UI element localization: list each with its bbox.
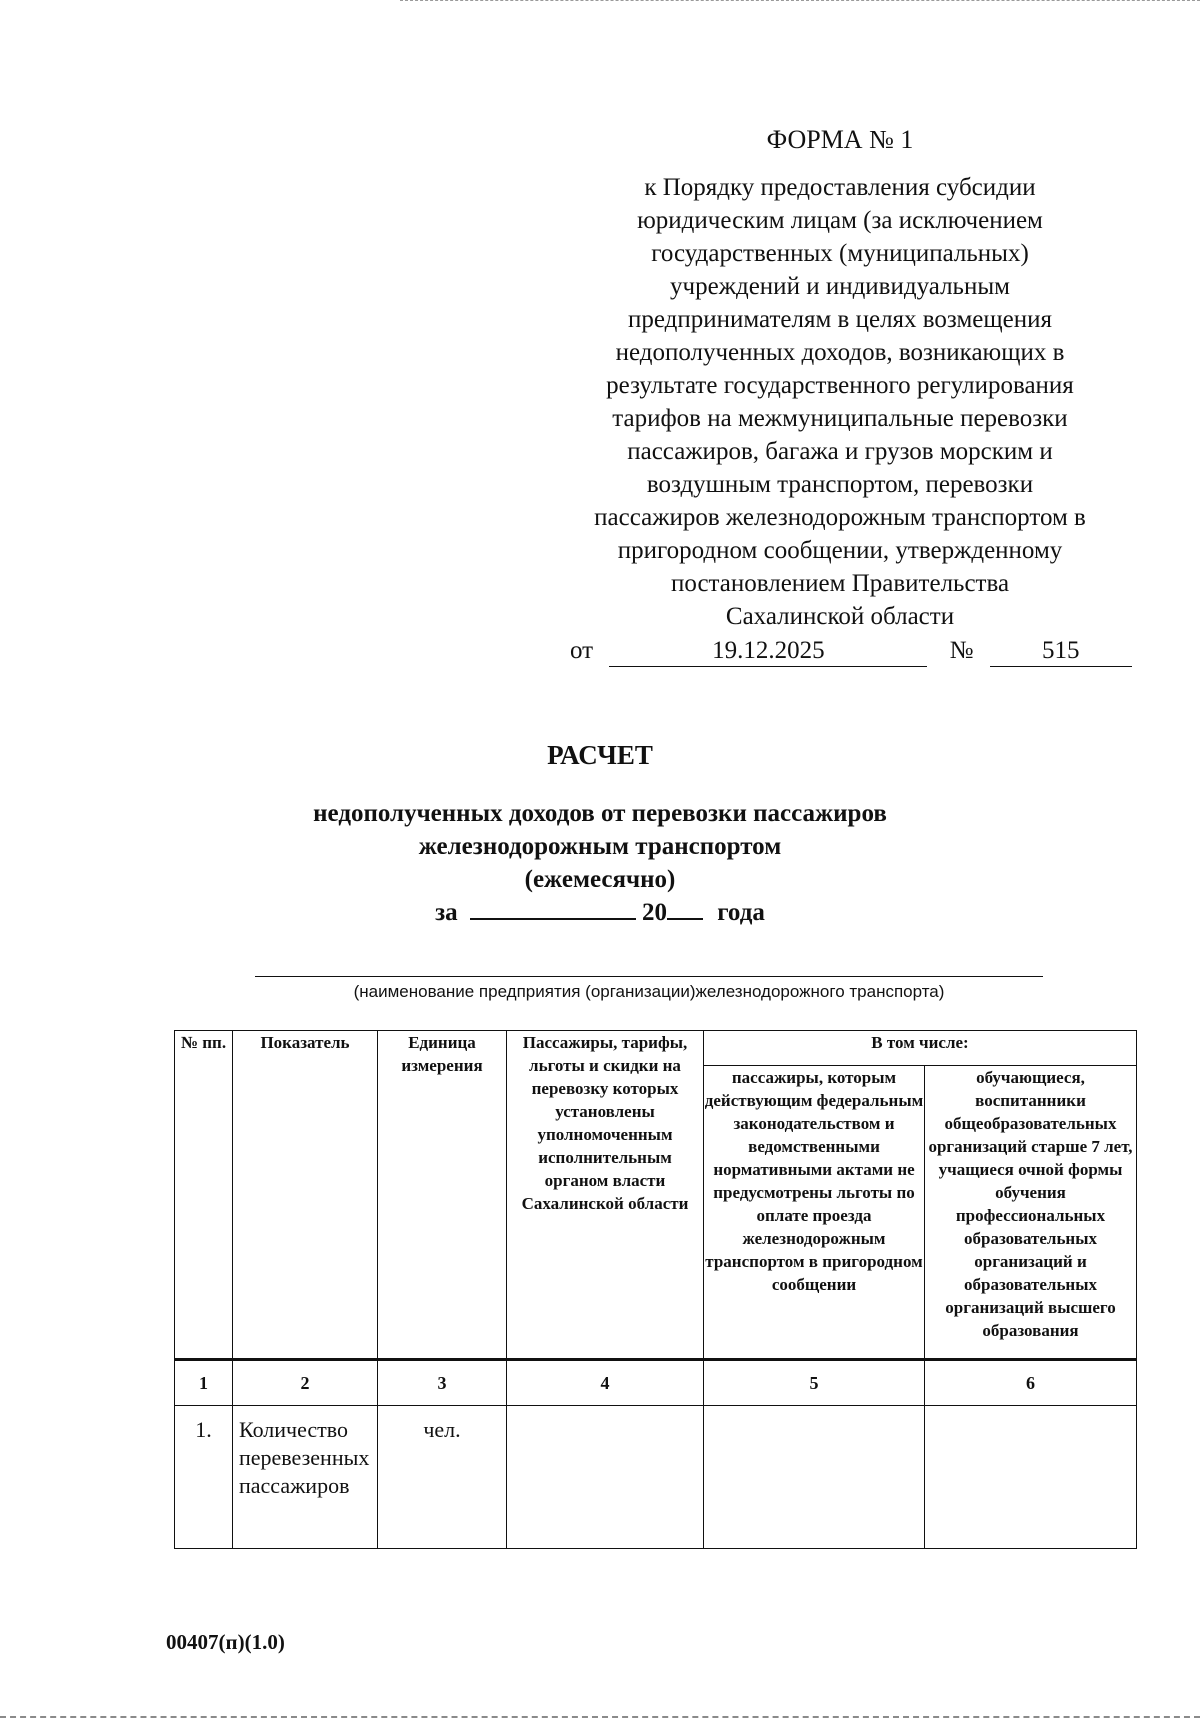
period-row: [150, 896, 1050, 929]
period-prefix: за: [435, 899, 458, 926]
organization-caption: (наименование предприятия (организации)железнодорожного транспорта): [353, 982, 945, 1001]
period-suffix: года: [717, 899, 765, 926]
approval-line: юридическим лицам (за исключением: [637, 207, 1043, 234]
header-unit: Единица измерения: [378, 1031, 507, 1360]
column-number: 2: [233, 1360, 378, 1406]
row-value-students[interactable]: [925, 1406, 1137, 1549]
approval-line: результате государственного регулирования: [606, 372, 1074, 399]
period-month-blank: [470, 896, 636, 920]
column-number-row: [175, 1360, 1137, 1406]
row-unit: чел.: [378, 1406, 507, 1549]
form-number: ФОРМА № 1: [766, 125, 914, 154]
row-indicator: Количество перевезенных пассажиров: [233, 1406, 378, 1549]
calculation-table: [174, 1030, 1137, 1549]
column-number: 4: [507, 1360, 704, 1406]
approval-line: государственных (муниципальных): [651, 240, 1029, 267]
header-passengers-total: Пассажиры, тарифы, льготы и скидки на перевозку которых установлены уполномоченным исполнительным органом власти Сахалинской области: [507, 1031, 704, 1360]
approval-line: учреждений и индивидуальным: [670, 273, 1010, 300]
document-subtitle-1: недополученных доходов от перевозки пассажиров: [313, 800, 887, 827]
header-indicator: Показатель: [233, 1031, 378, 1360]
approval-line: пассажиров железнодорожным транспортом в: [594, 504, 1086, 531]
form-code: 00407(п)(1.0): [166, 1630, 285, 1654]
row-value-total[interactable]: [507, 1406, 704, 1549]
date-label: от: [570, 637, 594, 664]
document-title: РАСЧЕТ: [547, 740, 653, 770]
approval-line: тарифов на межмуниципальные перевозки: [612, 405, 1068, 432]
scan-edge-bottom: [0, 1716, 1200, 1718]
approval-line: Сахалинской области: [725, 603, 955, 630]
title-block: [150, 740, 1050, 929]
organization-name-line: [255, 976, 1043, 977]
row-number: 1.: [175, 1406, 233, 1549]
scan-edge-top: [400, 0, 1200, 1]
table-row: [175, 1406, 1137, 1549]
approval-date: 19.12.2025: [609, 636, 927, 667]
column-number: 3: [378, 1360, 507, 1406]
approval-line: постановлением Правительства: [670, 570, 1010, 597]
header-num: № пп.: [175, 1031, 233, 1360]
column-number: 6: [925, 1360, 1137, 1406]
approval-line: воздушным транспортом, перевозки: [646, 471, 1034, 498]
approval-line: недополученных доходов, возникающих в: [615, 339, 1065, 366]
document-subtitle-2: железнодорожным транспортом: [418, 833, 782, 860]
approval-line: пассажиров, багажа и грузов морским и: [627, 438, 1053, 465]
header-students: обучающиеся, воспитанники общеобразовательных организаций старше 7 лет, учащиеся очной формы обучения профессиональных образовательных организаций и образовательных организаций высшего образования: [925, 1066, 1137, 1360]
column-number: 1: [175, 1360, 233, 1406]
column-number: 5: [704, 1360, 925, 1406]
approval-number: 515: [990, 636, 1132, 667]
period-year-blank: [667, 896, 703, 920]
approval-line: предпринимателям в целях возмещения: [628, 306, 1052, 333]
period-year-prefix: 20: [641, 899, 667, 926]
number-label: №: [949, 637, 974, 664]
approval-block: [560, 125, 1120, 633]
approval-line: пригородном сообщении, утвержденному: [617, 537, 1063, 564]
header-passengers-no-benefits: пассажиры, которым действующим федеральным законодательством и ведомственными нормативными актами не предусмотрены льготы по оплате проезда железнодорожным транспортом в пригородном сообщении: [704, 1066, 925, 1360]
approval-text: [560, 171, 1120, 633]
header-including-group: В том числе:: [704, 1031, 1137, 1066]
approval-date-row: [570, 636, 1132, 667]
document-subtitle-3: (ежемесячно): [524, 866, 676, 893]
approval-line: к Порядку предоставления субсидии: [644, 174, 1036, 201]
table-header-row: [175, 1031, 1137, 1066]
row-value-no-benefits[interactable]: [704, 1406, 925, 1549]
